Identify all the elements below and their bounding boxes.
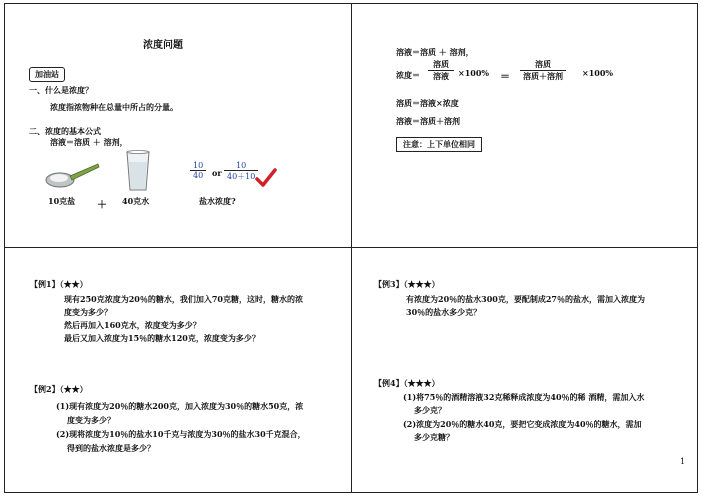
example-3-line-1: 有浓度为20％的盐水300克，要配制成27％的盐水，需加入浓度为 bbox=[406, 294, 645, 304]
plus-sign: ＋ bbox=[97, 200, 107, 211]
example-4-line-3: (2)浓度为20％的糖水40克，要把它变成浓度为40％的糖水，需加 bbox=[403, 419, 642, 429]
or-text: or bbox=[212, 168, 222, 178]
slide-title: 浓度问题 bbox=[143, 40, 183, 51]
tag-badge: 加油站 bbox=[29, 67, 65, 82]
page-number: 1 bbox=[680, 457, 686, 466]
example-4-line-1: (1)将75％的酒精溶液32克稀释成浓度为40％的稀 酒精，需加入水 bbox=[403, 392, 645, 402]
fraction-1-numerator: 溶质 bbox=[428, 59, 454, 71]
note-box: 注意：上下单位相同 bbox=[396, 137, 482, 152]
fraction-b-numerator: 10 bbox=[224, 161, 258, 171]
concentration-question: 盐水浓度? bbox=[199, 196, 236, 206]
example-4-label: 【例4】（★★★） bbox=[374, 378, 440, 388]
example-3-line-2: 30％的盐水多少克？ bbox=[406, 307, 482, 317]
fraction-b-denominator: 40＋10 bbox=[227, 172, 256, 181]
question-1-answer: 浓度指浓物种在总量中所占的分量。 bbox=[50, 102, 178, 112]
example-1-line-1: 现有250克浓度为20％的糖水，我们加入70克糖，这时，糖水的浓 bbox=[64, 294, 303, 304]
example-1-label: 【例1】（★★） bbox=[30, 279, 88, 289]
example-1-line-4: 最后又加入浓度为15％的糖水120克，浓度变为多少？ bbox=[64, 333, 260, 343]
checkmark-icon bbox=[255, 168, 277, 188]
horizontal-divider bbox=[4, 247, 698, 248]
fraction-2-denominator: 溶质＋溶剂 bbox=[523, 71, 563, 81]
fraction-1 bbox=[428, 59, 454, 82]
formula-text: 溶液＝溶质 ＋ 溶剂， bbox=[50, 137, 128, 147]
vertical-divider bbox=[351, 3, 352, 493]
example-4-line-4: 多少克糖？ bbox=[414, 432, 454, 442]
water-glass-icon bbox=[125, 150, 151, 192]
formula-line-1: 溶液＝溶质 ＋ 溶剂， bbox=[396, 47, 474, 57]
fraction-a-numerator: 10 bbox=[190, 161, 206, 171]
example-2-label: 【例2】（★★） bbox=[30, 384, 88, 394]
water-label: 40克水 bbox=[122, 196, 150, 206]
formula-line-3: 溶质＝溶液×浓度 bbox=[396, 98, 459, 108]
fraction-2-numerator: 溶质 bbox=[520, 59, 566, 71]
times-100-1: ×100% bbox=[458, 68, 490, 78]
formula-line-4: 溶液＝溶质＋溶剂 bbox=[396, 116, 460, 126]
fraction-a bbox=[190, 161, 206, 180]
fraction-b bbox=[224, 161, 258, 182]
salt-spoon-icon bbox=[42, 160, 100, 192]
equals-sign: ＝ bbox=[500, 72, 510, 83]
question-2: 二、浓度的基本公式 bbox=[29, 126, 101, 136]
example-3-label: 【例3】（★★★） bbox=[374, 279, 440, 289]
fraction-2 bbox=[520, 59, 566, 82]
example-2-line-3: (2)现将浓度为10％的盐水10千克与浓度为30％的盐水30千克混合， bbox=[56, 429, 306, 439]
question-1: 一、什么是浓度？ bbox=[29, 85, 93, 95]
example-1-line-3: 然后再加入160克水，浓度变为多少？ bbox=[64, 320, 201, 330]
example-2-line-4: 得到的盐水浓度是多少？ bbox=[67, 443, 155, 453]
fraction-1-denominator: 溶液 bbox=[433, 71, 449, 81]
fraction-a-denominator: 40 bbox=[193, 171, 204, 180]
salt-label: 10克盐 bbox=[48, 196, 76, 206]
example-2-line-2: 度变为多少？ bbox=[67, 415, 115, 425]
times-100-2: ×100% bbox=[582, 68, 614, 78]
example-1-line-2: 度变为多少？ bbox=[64, 307, 112, 317]
example-2-line-1: (1)现有浓度为20％的糖水200克，加入浓度为30％的糖水50克，浓 bbox=[56, 401, 304, 411]
example-4-line-2: 多少克？ bbox=[414, 405, 446, 415]
concentration-label: 浓度＝ bbox=[396, 70, 420, 80]
